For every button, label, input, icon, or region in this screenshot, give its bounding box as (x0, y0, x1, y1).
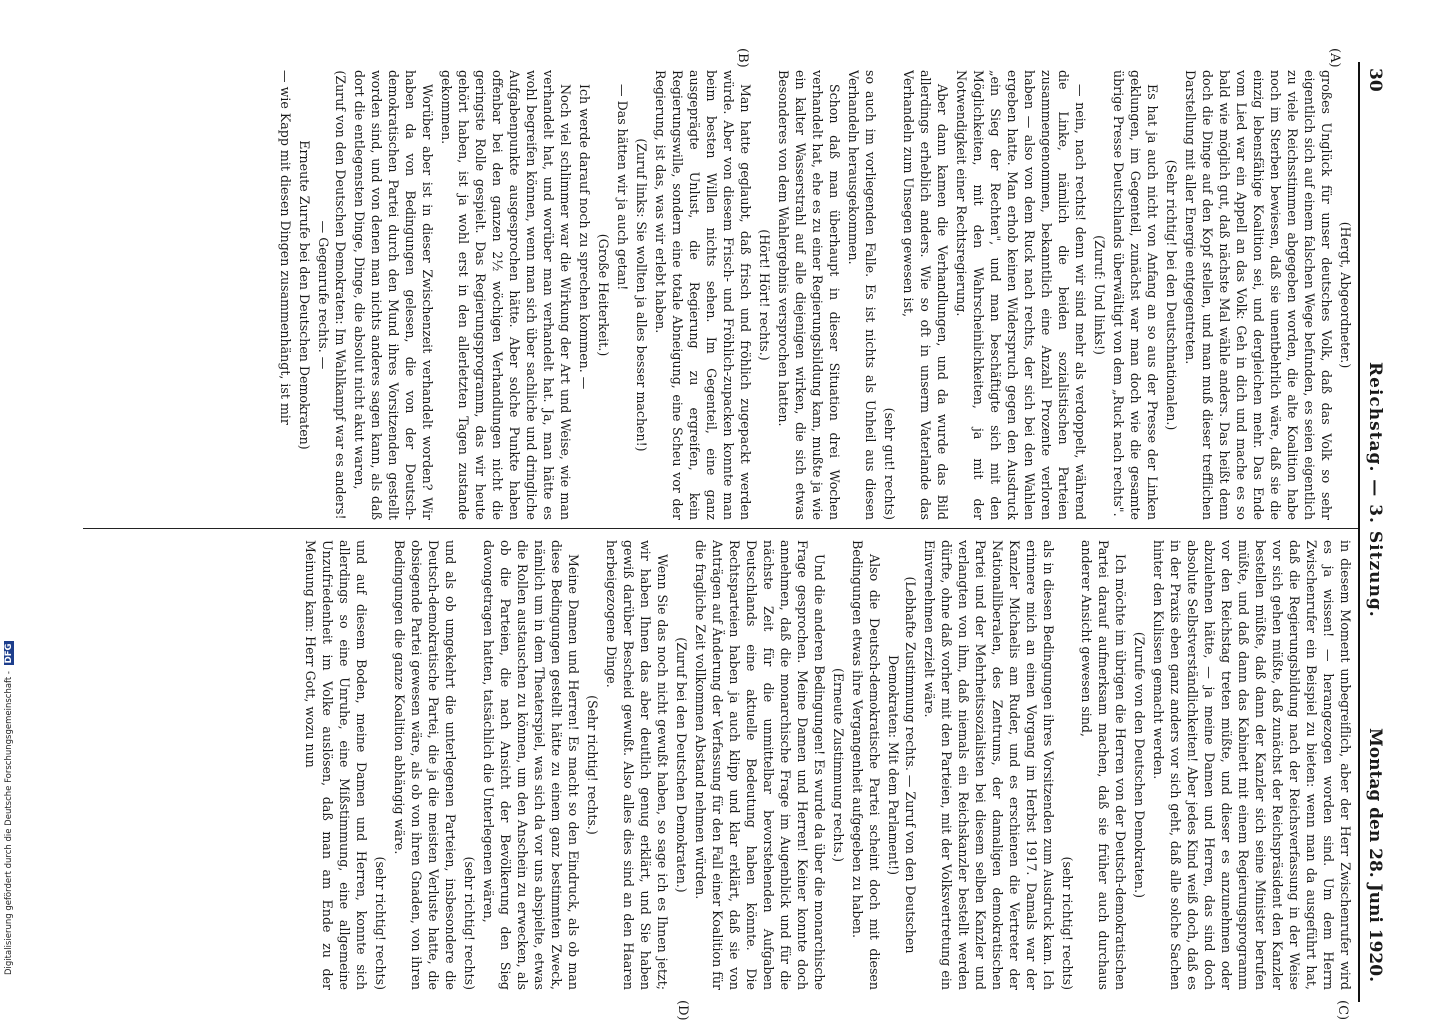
interjection: (sehr gut! rechts) (882, 407, 897, 520)
funding-text: Digitalisierung gefördert durch die Deutsche Forschungsgemeinschaft - (4, 671, 14, 975)
paragraph: als in diesen Bedingungen ihres Vorsitzenden zum Ausdruck kam. Ich erinnere mich an einen Vorgang im Herbst 1917. Damals war der Kanzler Michaelis am Ruder, und es erschienen die Vertreter der Nationalliberalen, des Zentrums, der damaligen demokratischen Partei und der Mehrheitssozialisten bei diesem selben Kanzler und verlangten von ihm, daß niemals ein Reichskanzler bestellt werden dürfte, ohne daß vorher mit den Parteien, mit der Volksvertretung ein Einvernehmen erzielt wäre. (922, 540, 1056, 990)
page-header (1360, 62, 1390, 1002)
paragraph: Ich möchte im übrigen die Herren von der Deutsch-demokratischen Partei darauf aufmerksam machen, daß sie früher auch durchaus anderer Ansicht gewesen sind, (1079, 540, 1128, 990)
paragraph: Und die anderen Bedingungen! Es wurde da über die monarchische Frage gesprochen. Meine Damen und Herren! Keiner konnte doch annehmen, daß die monarchische Frage im Augenblick und für die nächste Zeit für die unmittelbar bevorstehenden Aufgaben Deutschlands eine aktuelle Bedeutung haben könnte. Die Rechtsparteien haben ja auch klipp und klar erklärt, daß sie von Anträgen auf Änderung der Verfassung für den Fall einer Koalition für die fragliche Zeit vollkommen Abstand nehmen würden. (693, 540, 827, 990)
left-column (84, 70, 1354, 520)
interjection: (Hört! Hört! rechts.) (757, 229, 772, 361)
margin-letter-a: (A) (1327, 48, 1342, 68)
paragraph: Es hat ja auch nicht von Anfang an so aus der Presse der Linken geklungen, im Gegenteil, zunächst war man doch wie die gesamte übrige Presse Deutschlands überwältigt von dem „Ruck nach rechts". (1111, 70, 1160, 520)
speaker-line: (Hergt, Abgeordneter.) (1338, 221, 1353, 369)
paragraph: Man hatte geglaubt, daß frisch und fröhlich zugepackt werden würde. Aber von diesem Frisch- und Fröhlich-zupacken konnte man beim besten Willen nichts sehen. Im Gegenteil, eine ganz ausgeprägte Unlust, die Regierung zu ergreifen, kein Regierungswille, sondern eine totale Abneigung, eine Scheu vor der Regierung, ist das, was wir erlebt haben. (653, 70, 753, 520)
margin-letter-c: (C) (1335, 1000, 1350, 1021)
paragraph: Wenn Sie das noch nicht gewußt haben, so sage ich es Ihnen jetzt; wir haben Ihnen das aber deutlich genug erklärt, und Sie haben gewiß darüber Bescheid gewußt. Also alles dies sind an den Haaren herbeigezogene Dinge. (604, 540, 670, 990)
paragraph: Ich werde darauf noch zu sprechen kommen. — (577, 84, 592, 390)
paragraph: und als ob umgekehrt die unterlegenen Parteien, insbesondere die Deutsch-demokratische Partei, die ja die meisten Verluste hatte, die obsiegende Partei gewesen wäre, als ob von ihren Gnaden, von ihren Bedingungen die ganze Koalition abhängig wäre. (392, 540, 458, 990)
paragraph: — wie Kapp mit diesen Dingen zusammenhängt, ist mir (278, 70, 293, 425)
page-number: 30 (1365, 68, 1385, 92)
paragraph: Schon daß man überhaupt in dieser Situation drei Wochen verhandelt hat, ehe es zu einer Regierungsbildung kam, mußte ja wie ein kalter Wasserstrahl auf alle diejenigen wirken, die sich etwas Besonderes von dem Wahlergebnis versprochen hatten. (776, 70, 842, 520)
interjection: (Lebhafte Zustimmung rechts. — Zuruf von den Deutschen Demokraten: Mit dem Parlament!) (886, 576, 918, 954)
interjection: (Zuruf links: Sie wollten ja alles besser machen!) (634, 138, 649, 452)
paragraph: Also die Deutsch-demokratische Partei scheint doch mit diesen Bedingungen etwas ihre Vergangenheit aufgegeben zu haben. (850, 540, 882, 990)
paragraph: Meine Damen und Herren! Es macht so den Eindruck, als ob man diese Bedingungen gestellt hätte zu einem ganz bestimmten Zweck, nämlich um in dem Theaterspiel, was sich da vor uns abspielte, etwas die Rollen austauschen zu können, um den Anschein zu erwecken, als ob die Parteien, die nach Ansicht der Bevölkerung den Sieg davongetragen hatten, tatsächlich die Unterlegenen wären, (481, 540, 581, 990)
paragraph: Aber dann kamen die Verhandlungen, und da wurde das Bild allerdings erheblich anders. Wie so oft in unserm Vaterlande das Verhandeln zum Unsegen gewesen ist, (901, 70, 950, 520)
interjection: (sehr richtig! rechts) (373, 856, 388, 990)
paragraph: Worüber aber ist in dieser Zwischenzeit verhandelt worden? Wir haben da von Bedingungen gelesen, die von der Deutsch-demokratischen Partei durch den Mund ihres Vorsitzenden gestellt worden sind, und von denen man nichts anderes sagen kann, als daß dort die entlegensten Dinge, Dinge, die absolut nicht akut waren, (352, 70, 435, 520)
interjection: Erneute Zurufe bei den Deutschen Demokraten) (297, 140, 312, 450)
interjection: (Zuruf von den Deutschen Demokraten: Im Wahlkampf war es anders! — Gegenrufe rechts. — (316, 70, 348, 520)
session-title: Reichstag. — 3. Sitzung. (1365, 362, 1385, 618)
interjection: (sehr richtig! rechts) (1060, 856, 1075, 990)
paragraph: so auch im vorliegenden Falle. Es ist nichts als Unheil aus diesen Verhandeln herausgekommen. (846, 70, 878, 520)
dfg-logo: DFG (4, 643, 14, 664)
interjection: (sehr richtig! rechts) (462, 856, 477, 990)
paragraph: — nein, nach rechts! denn wir sind mehr als verdoppelt, während die Linke, nämlich die beiden sozialistischen Parteien zusammengenommen, bekanntlich eine Anzahl Prozente verloren haben — also von dem Ruck nach rechts, der sich bei den Wahlen ergeben hatte. Man erhob keinen Widerspruch gegen den Ausdruck „ein Sieg der Rechten", und man beschäftigte sich mit den Möglichkeiten, mit den Wahrscheinlichkeiten, ja mit der Notwendigkeit einer Rechtsregierung. (954, 70, 1088, 520)
interjection: (Große Heiterkeit.) (596, 233, 611, 357)
interjection: (Zuruf: Und links!) (1092, 235, 1107, 355)
interjection: (Zuruf bei den Deutschen Demokraten.) (674, 637, 689, 893)
paragraph: in diesem Moment unbegreiflich, aber der Herr Zwischenrufer wird es ja wissen! — herangezogen worden sind. Um dem Herrn Zwischenrufer ein Beispiel zu bieten: wenn man da ausgeführt hat, daß die Regierungsbildung nach der Reichsverfassung in der Weise vor sich gehen müßte, daß zunächst der Reichspräsident den Kanzler bestellen müßte, daß dann der Kanzler sich seine Minister berufen müßte, und daß dann das Kabinett mit einem Regierungsprogramm vor den Reichstag treten müßte, und dieser es anzunehmen oder abzulehnen hätte, — ja meine Damen und Herren, das sind doch absolute Selbstverständlichkeiten! Aber jedes Kind weiß doch, daß es in der Praxis eben ganz anders vor sich geht, daß alle solche Sachen hinter den Kulissen gemacht werden. (1151, 540, 1353, 990)
paragraph: und auf diesem Boden, meine Damen und Herren, konnte sich allerdings so eine Unruhe, eine Mißstimmung, eine allgemeine Unzufriedenheit im Volke auslösen, daß man am Ende zu der Meinung kam: Herr Gott, wozu nun (303, 540, 369, 990)
right-column (84, 540, 1354, 990)
rotated-page (80, 48, 1390, 1021)
interjection: (Sehr richtig! rechts.) (585, 695, 600, 835)
paragraph: Noch viel schlimmer war die Wirkung der Art und Weise, wie man verhandelt hat, und worüber man verhandelt hat. Ja, man hätte es wohl begreifen können, wenn man sich über sachliche und dringliche Aufgabenpunkte ausgesprochen hätte. Aber solche Punkte haben offenbar bei den ganzen 2½ wöchigen Verhandlungen nicht die geringste Rolle gespielt. Das Regierungsprogramm, das wir heute gehört haben, ist ja wohl erst in den allerletzten Tagen zustande gekommen. (439, 70, 573, 520)
column-divider (83, 528, 1358, 529)
session-date: Montag den 28. Juni 1920. (1365, 727, 1385, 982)
interjection: (Erneute Zustimmung rechts.) (831, 668, 846, 862)
paragraph: großes Unglück für unser deutsches Volk, daß das Volk so sehr eigentlich sich auf einem falschen Wege befunden, es seien eigentlich zu viele Reichsstimmen abgegeben worden, die alte Koalition habe noch im Sterben bewiesen, daß sie unentbehrlich wäre, daß sie die einzig lebensfähige Koalition sei, und dergleichen mehr. Das Ende vom Lied war ein Appell an das Volk: Geh in dich und mache es so bald wie möglich gut, daß nächste Mal wähle anders. Das heißt denn doch die Dinge auf den Kopf stellen, und man muß dieser trefflichen Darstellung mit aller Energie entgegentreten. (1183, 70, 1334, 520)
interjection: (Sehr richtig! bei den Deutschnationalen.) (1164, 159, 1179, 431)
margin-letter-d: (D) (675, 1000, 690, 1021)
paragraph: — Das hätten wir ja auch getan! (615, 84, 630, 291)
margin-letter-b: (B) (735, 48, 750, 68)
funding-credit (4, 615, 16, 975)
interjection: (Zurufe von den Deutschen Demokraten.) (1132, 631, 1147, 899)
header-rule (1358, 62, 1360, 1002)
